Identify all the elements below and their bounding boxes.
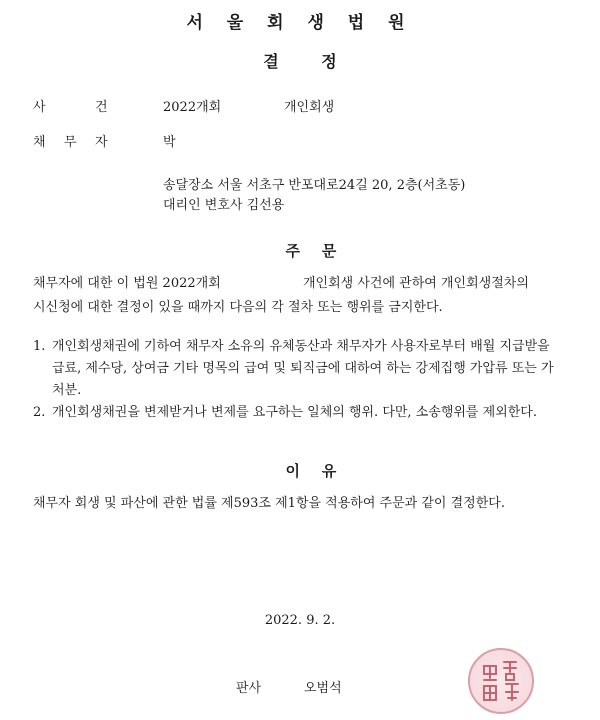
judge-name: 오범석 [304, 681, 342, 696]
order-item-2 [33, 402, 563, 424]
reason-heading-char-2: 유 [321, 462, 337, 480]
order-item-text: 개인회생채권을 변제받거나 변제를 요구하는 일체의 행위. 다만, 소송행위를 제외한다. [52, 405, 537, 420]
judge-seal-icon [468, 648, 534, 714]
judge-seal-strokes [470, 650, 532, 712]
case-name: 개인회생 [284, 100, 335, 115]
document-title-char-1: 결 [263, 52, 279, 71]
case-label: 사 건 [33, 100, 108, 115]
document-title [0, 49, 600, 72]
order-heading-char-1: 주 [285, 242, 300, 260]
debtor-label: 채 무 자 [33, 135, 108, 150]
debtor-name: 박 [163, 135, 176, 150]
reason-text: 채무자 회생 및 파산에 관한 법률 제593조 제1항을 적용하여 주문과 같이 결정한다. [33, 496, 505, 511]
order-item-number: 1. [33, 339, 46, 354]
order-intro-part-2: 개인회생 사건에 관하여 개인회생절차의 [303, 276, 529, 291]
document-title-char-2: 정 [321, 52, 337, 71]
reason-heading [0, 460, 600, 481]
case-number: 2022개회 [163, 100, 222, 115]
order-item-number: 2. [33, 405, 46, 420]
order-intro-part-1: 채무자에 대한 이 법원 2022개회 [33, 276, 221, 291]
order-intro-line-2: 시신청에 대한 결정이 있을 때까지 다음의 각 절차 또는 행위를 금지한다. [33, 300, 443, 315]
order-item-text: 개인회생채권에 기하여 채무자 소유의 유체동산과 채무자가 사용자로부터 배월 지급받을 급료, 제수당, 상여금 기타 명목의 급여 및 퇴직금에 대하여 하는 강제집행 가압류 또는 가처분. [52, 339, 554, 398]
order-heading [0, 240, 600, 261]
judge-label: 판사 [236, 681, 262, 696]
order-heading-char-2: 문 [321, 242, 337, 260]
service-address: 송달장소 서울 서초구 반포대로24길 20, 2층(서초동) [163, 178, 466, 193]
court-name: 서 울 회 생 법 원 [186, 13, 414, 33]
order-item-1 [33, 336, 563, 402]
reason-heading-char-1: 이 [285, 462, 300, 480]
decision-date: 2022. 9. 2. [264, 613, 336, 628]
legal-agent: 대리인 변호사 김선용 [163, 198, 285, 213]
